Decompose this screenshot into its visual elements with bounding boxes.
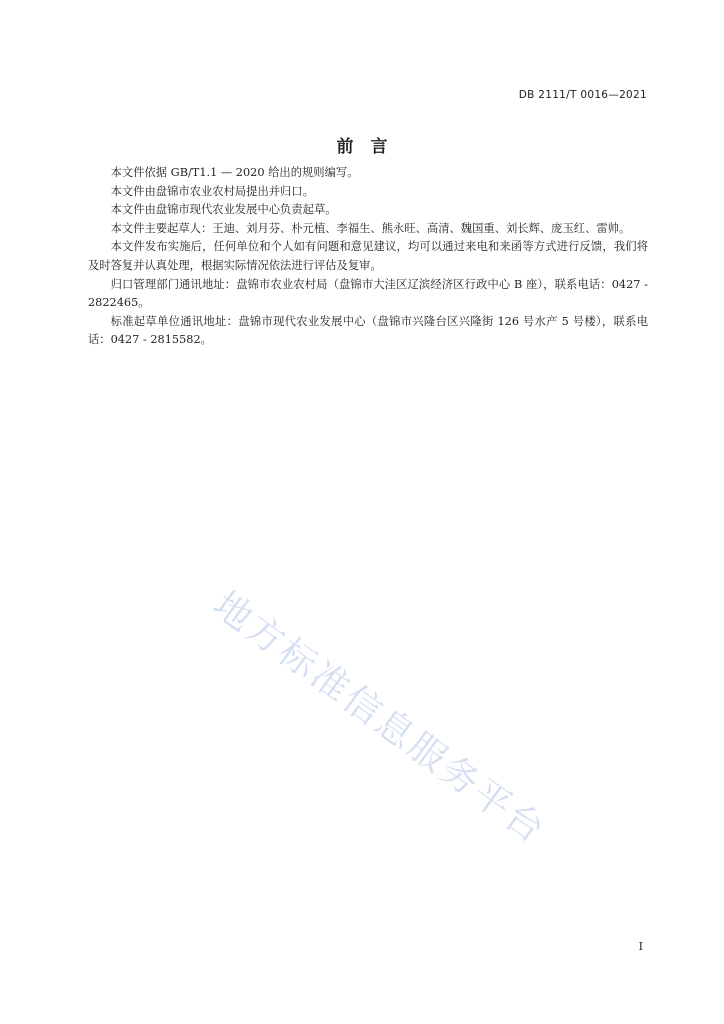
paragraph-drafting-unit: 本文件由盘锦市现代农业发展中心负责起草。 <box>110 203 337 217</box>
watermark: 地方标准信息服务平台 <box>205 582 555 853</box>
paragraph-drafters: 本文件主要起草人：王迪、刘月芬、朴元植、李福生、熊永旺、高清、魏国重、刘长辉、庞玉红、雷帅。 <box>110 221 631 235</box>
foreword-body <box>88 164 648 350</box>
page-number: I <box>638 940 643 953</box>
document-code: DB 2111/T 0016—2021 <box>518 89 647 101</box>
paragraph-proposer: 本文件由盘锦市农业农村局提出并归口。 <box>110 184 314 198</box>
paragraph-drafting-unit-contact: 标准起草单位通讯地址：盘锦市现代农业发展中心（盘锦市兴隆台区兴隆街 126 号水产 5 号楼），联系电话：0427 - 2815582。 <box>88 314 648 347</box>
paragraph-drafting-rules: 本文件依据 GB/T1.1 — 2020 给出的规则编写。 <box>110 166 359 179</box>
paragraph-feedback: 本文件发布实施后，任何单位和个人如有问题和意见建议，均可以通过来电和来函等方式进行反馈，我们将及时答复并认真处理，根据实际情况依法进行评估及复审。 <box>88 240 648 272</box>
paragraph-management-contact: 归口管理部门通讯地址：盘锦市农业农村局（盘锦市大洼区辽滨经济区行政中心 B 座），联系电话：0427 - 2822465。 <box>88 277 648 310</box>
page-title: 前 言 <box>336 137 388 157</box>
